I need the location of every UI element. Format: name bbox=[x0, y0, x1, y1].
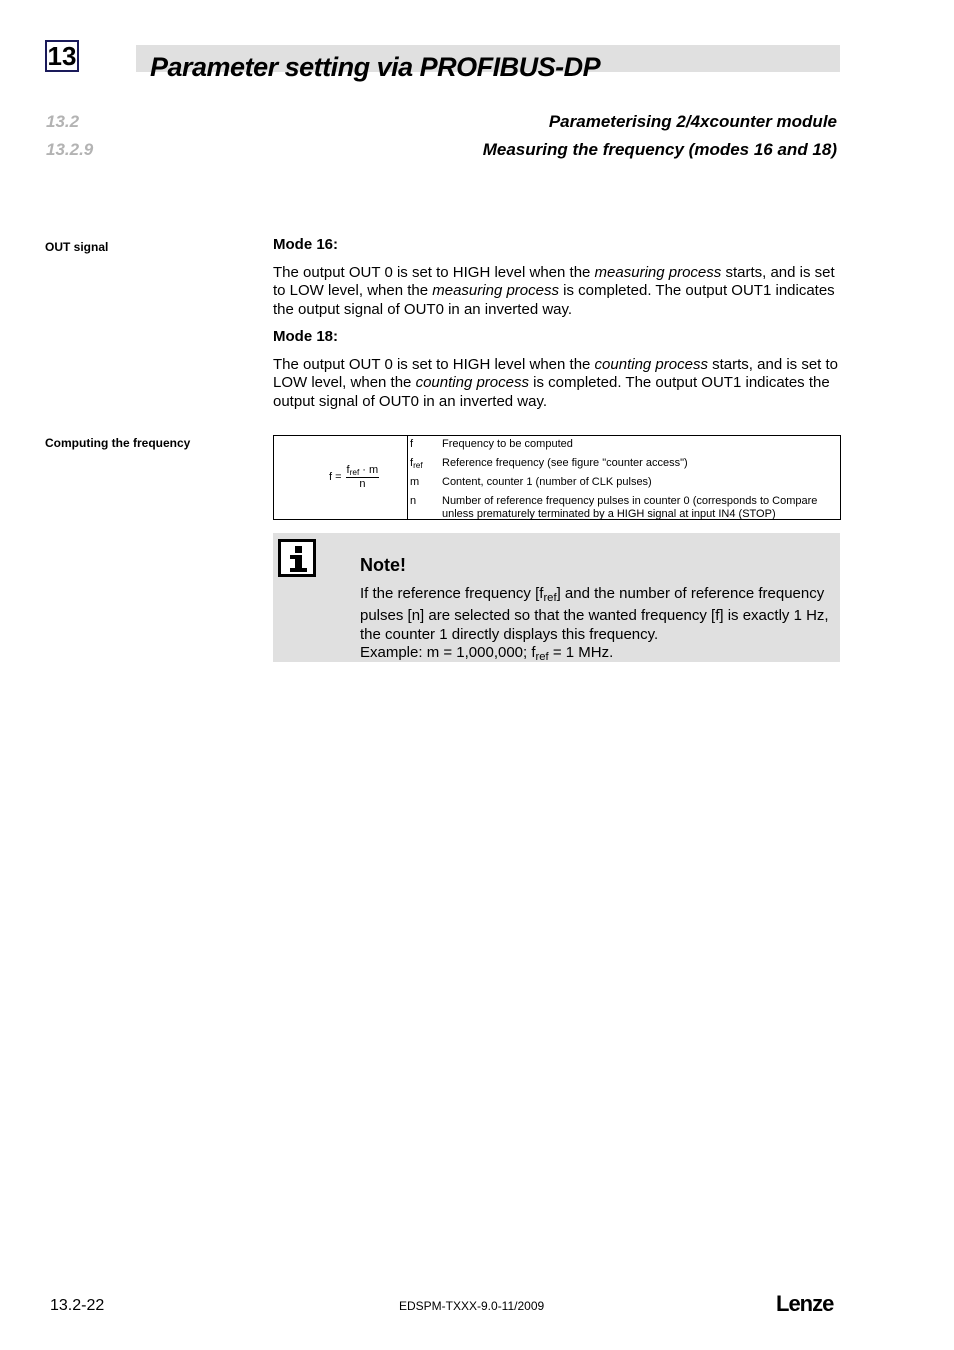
note-text bbox=[360, 585, 830, 667]
lenze-logo: Lenze bbox=[776, 1291, 834, 1316]
definitions-list bbox=[408, 436, 840, 519]
note-title: Note! bbox=[360, 555, 406, 575]
definition-text: Reference frequency (see figure "counter access") bbox=[442, 457, 688, 470]
definition-symbol: n bbox=[410, 495, 417, 508]
formula-fraction bbox=[346, 464, 380, 490]
document-id: EDSPM-TXXX-9.0-11/2009 bbox=[399, 1299, 545, 1313]
mode18-heading: Mode 18: bbox=[273, 328, 339, 345]
out-signal-content bbox=[273, 236, 841, 411]
definition-text: Number of reference frequency pulses in counter 0 (corresponds to Compare unless prematurely terminated by a HIGH signal at input IN4 (STOP) bbox=[442, 495, 818, 521]
mode16-heading: Mode 16: bbox=[273, 236, 339, 253]
definition-row bbox=[408, 476, 840, 491]
formula bbox=[329, 464, 379, 490]
definition-row bbox=[408, 438, 840, 453]
info-icon bbox=[278, 539, 316, 577]
formula-cell bbox=[274, 436, 408, 519]
subsection-title: Measuring the frequency (modes 16 and 18) bbox=[482, 140, 837, 159]
page-title: Parameter setting via PROFIBUS-DP bbox=[150, 52, 601, 82]
definition-text: Frequency to be computed bbox=[442, 438, 573, 450]
section-number: 13.2 bbox=[46, 112, 80, 131]
mode16-paragraph: The output OUT 0 is set to HIGH level when the measuring process starts, and is set to LOW level, when the measuring process is completed. The output OUT1 indicates the output signal of OUT0 in an inverted way. bbox=[273, 263, 835, 318]
note-example: Example: m = 1,000,000; $f_{ref} = 1$ MHz. bbox=[360, 644, 614, 664]
formula-lhs: f = bbox=[329, 471, 342, 484]
side-label-computing: Computing the frequency bbox=[45, 436, 191, 450]
subsection-number: 13.2.9 bbox=[46, 140, 94, 159]
definition-row bbox=[408, 457, 840, 472]
formula-numerator: $f_{ref} \cdot m$ bbox=[346, 464, 379, 478]
side-label-out-signal: OUT signal bbox=[45, 240, 109, 254]
section-title: Parameterising 2/4xcounter module bbox=[548, 112, 837, 131]
definition-row bbox=[408, 495, 840, 521]
definition-symbol: m bbox=[410, 476, 420, 489]
note-box bbox=[273, 533, 840, 662]
page-number: 13.2-22 bbox=[50, 1297, 105, 1314]
note-paragraph: If the reference frequency $[f_{ref}]$ and the number of reference frequency pulses [n] are selected so that the wanted frequency [f] is exactly 1 Hz, the counter 1 directly displays this frequency. bbox=[360, 585, 829, 643]
mode18-paragraph: The output OUT 0 is set to HIGH level when the counting process starts, and is set to LOW level, when the counting process is completed. The output OUT1 indicates the output signal of OUT0 in an inverted way. bbox=[273, 355, 839, 410]
formula-table bbox=[273, 435, 841, 520]
definition-symbol: f bbox=[410, 438, 414, 450]
formula-denominator: n bbox=[359, 478, 366, 491]
definition-symbol: $f_{ref}$ bbox=[410, 457, 423, 471]
definition-text: Content, counter 1 (number of CLK pulses) bbox=[442, 476, 652, 489]
chapter-number: 13 bbox=[45, 40, 79, 72]
